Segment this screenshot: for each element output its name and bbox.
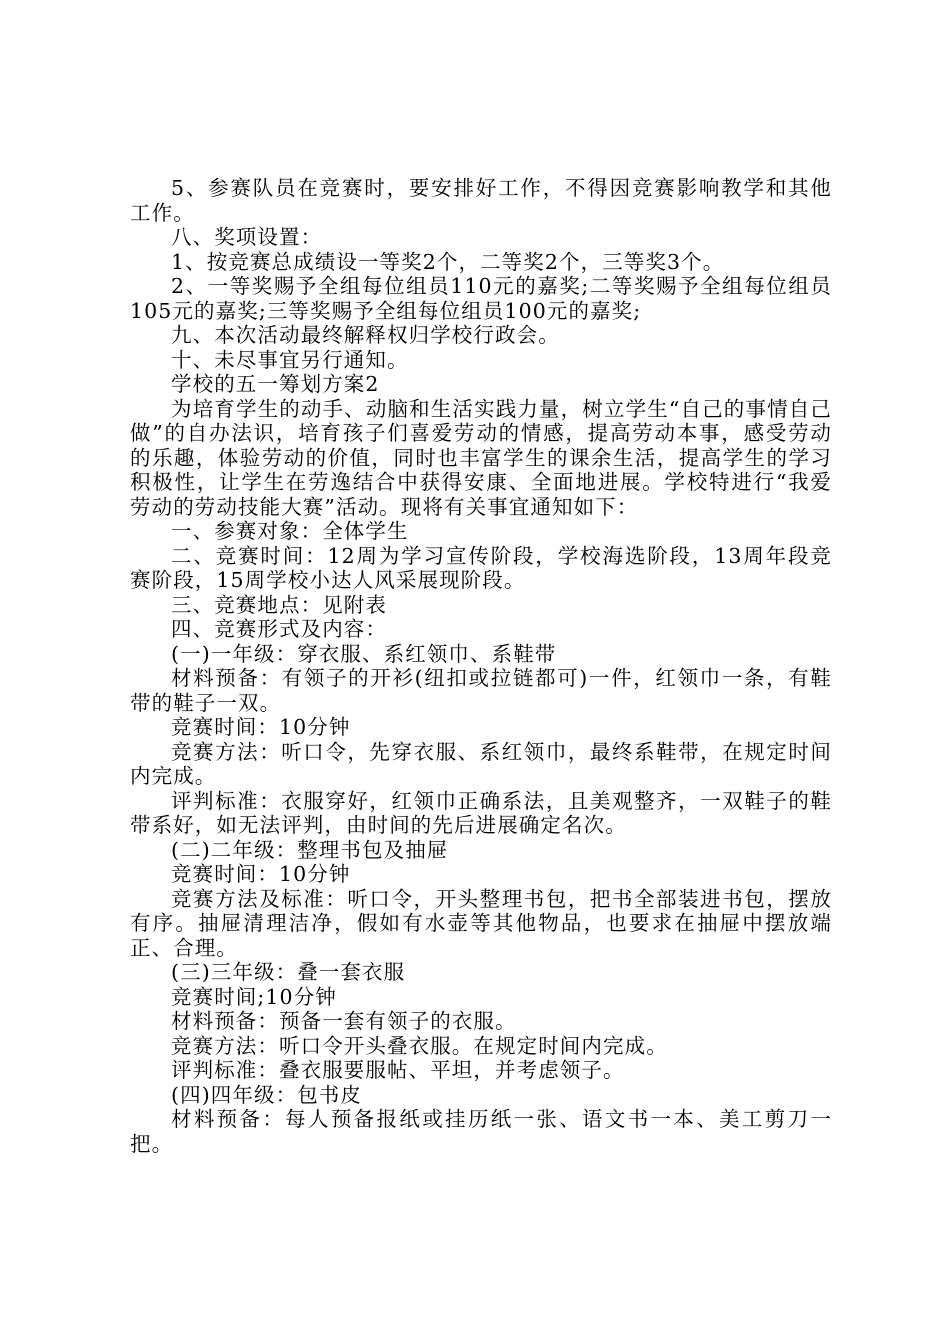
subsection-heading: (三)三年级：叠一套衣服 [171,960,406,984]
paragraph: 5、参赛队员在竞赛时，要安排好工作，不得因竞赛影响教学和其他工作。 [130,176,832,225]
paragraph: 竞赛方法：听口令开头叠衣服。在规定时间内完成。 [171,1033,668,1058]
document-body [130,176,832,1156]
paragraph: 竞赛时间：10分钟 [171,715,351,739]
paragraph: 三、竞赛地点：见附表 [171,592,387,617]
subsection-heading: (二)二年级：整理书包及抽屉 [171,837,449,862]
paragraph: 竞赛时间：10分钟 [171,862,351,886]
section-heading: 四、竞赛形式及内容： [171,617,387,641]
subsection-heading: (一)一年级：穿衣服、系红领巾、系鞋带 [171,641,557,666]
paragraph: 材料预备：每人预备报纸或挂历纸一张、语文书一本、美工剪刀一把。 [130,1107,832,1156]
paragraph: 评判标准：叠衣服要服帖、平坦，并考虑领子。 [171,1058,625,1082]
paragraph: 竞赛方法：听口令，先穿衣服、系红领巾，最终系鞋带，在规定时间内完成。 [130,739,832,788]
paragraph: 竞赛方法及标准：听口令，开头整理书包，把书全部装进书包，摆放有序。抽屉清理洁净，假如有水壶等其他物品，也要求在抽屉中摆放端正、合理。 [130,886,832,960]
paragraph: 十、未尽事宜另行通知。 [171,347,409,372]
paragraph: 材料预备：预备一套有领子的衣服。 [171,1009,517,1033]
paragraph: 九、本次活动最终解释权归学校行政会。 [171,323,560,347]
paragraph: 材料预备：有领子的开衫(纽扣或拉链都可)一件，红领巾一条，有鞋带的鞋子一双。 [130,666,832,715]
paragraph: 一、参赛对象：全体学生 [171,519,409,543]
document-subtitle: 学校的五一筹划方案2 [171,372,380,396]
paragraph: 二、竞赛时间：12周为学习宣传阶段，学校海选阶段，13周年段竞赛阶段，15周学校小达人风采展现阶段。 [130,543,832,592]
paragraph: 竞赛时间;10分钟 [171,984,337,1009]
section-heading: 八、奖项设置： [171,225,323,249]
paragraph: 评判标准：衣服穿好，红领巾正确系法，且美观整齐，一双鞋子的鞋带系好，如无法评判，由时间的先后进展确定名次。 [130,788,832,837]
paragraph: 1、按竞赛总成绩设一等奖2个，二等奖2个，三等奖3个。 [171,249,725,274]
paragraph: 为培育学生的动手、动脑和生活实践力量，树立学生“自己的事情自己做”的自办法识，培育孩子们喜爱劳动的情感，提高劳动本事，感受劳动的乐趣，体验劳动的价值，同时也丰富学生的课余生活，提高学生的学习积极性，让学生在劳逸结合中获得安康、全面地进展。学校特进行“我爱劳动的劳动技能大赛”活动。现将有关事宜通知如下： [130,396,832,519]
paragraph: 2、一等奖赐予全组每位组员110元的嘉奖;二等奖赐予全组每位组员105元的嘉奖;三等奖赐予全组每位组员100元的嘉奖; [130,274,832,323]
subsection-heading: (四)四年级：包书皮 [171,1082,362,1107]
